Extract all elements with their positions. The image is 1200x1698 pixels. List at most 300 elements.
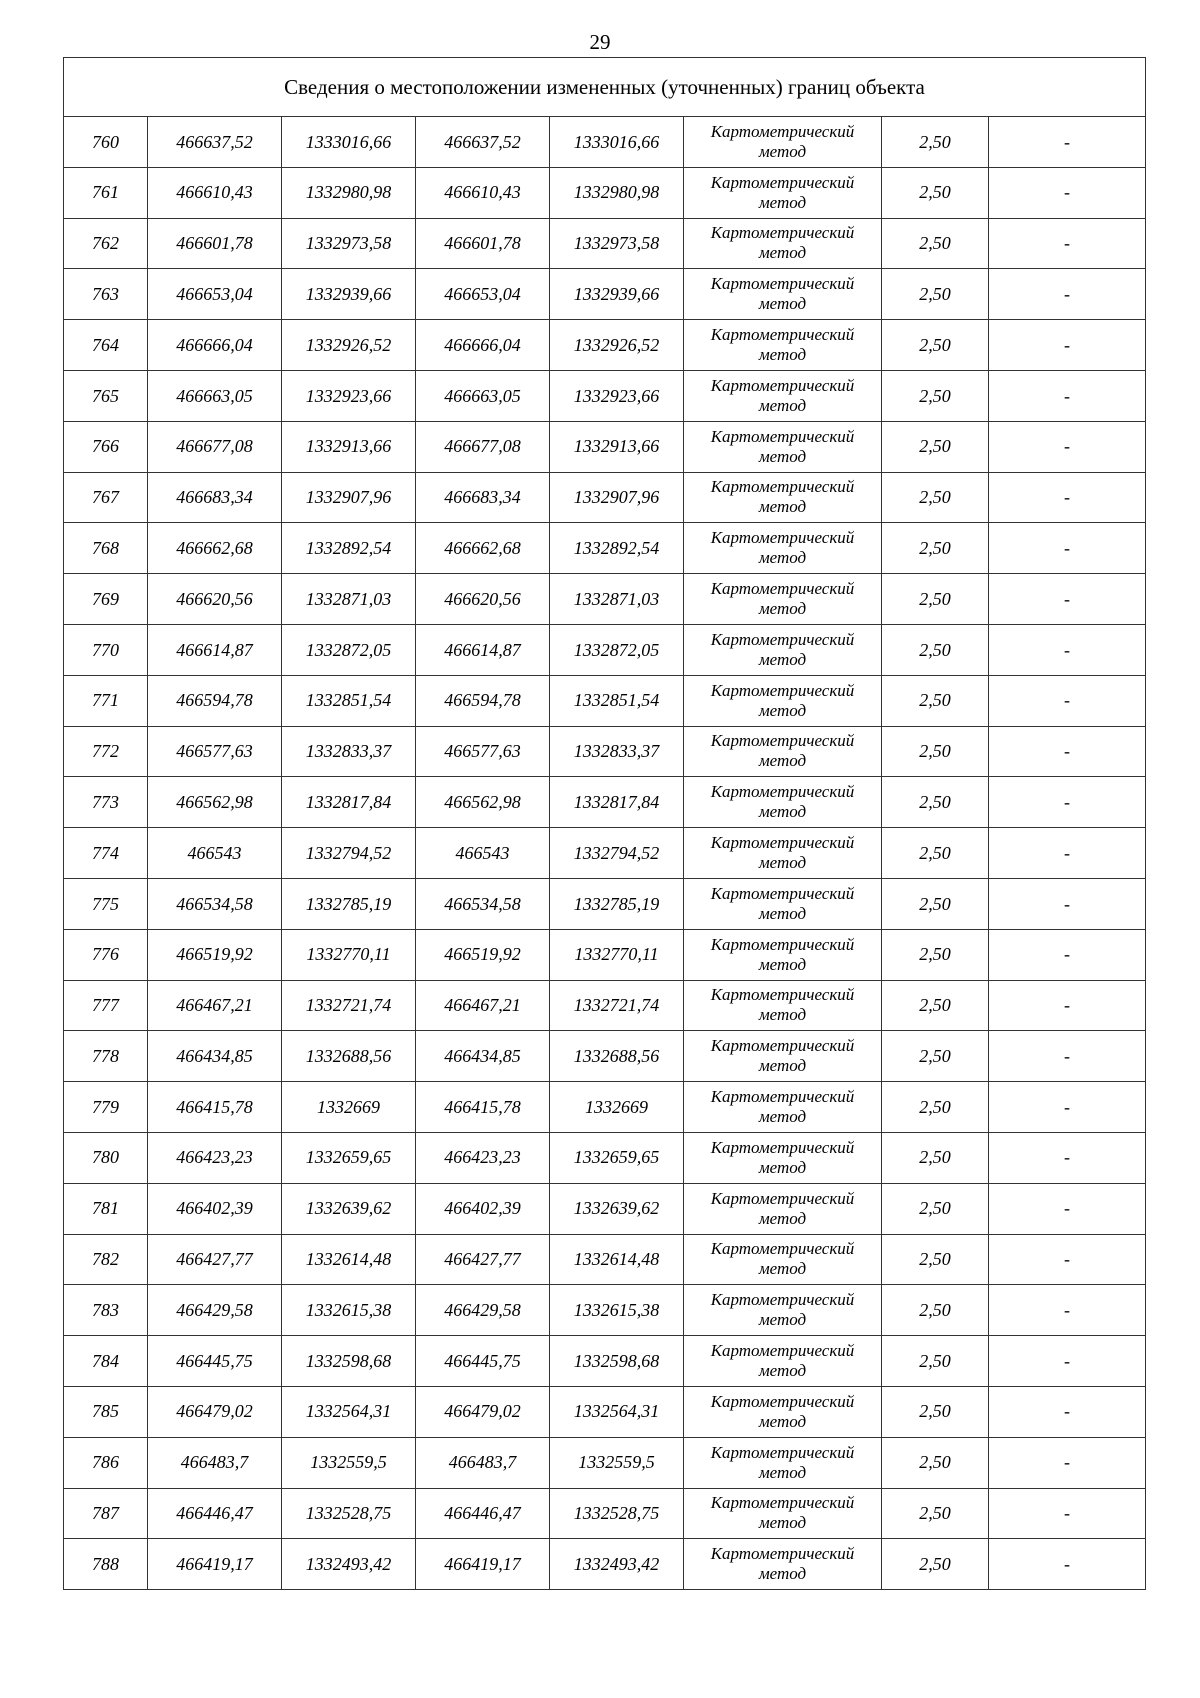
existing-y-cell: 1332871,03 bbox=[282, 574, 416, 625]
existing-x-cell: 466562,98 bbox=[148, 777, 282, 828]
method-cell bbox=[684, 421, 882, 472]
method-cell bbox=[684, 1234, 882, 1285]
refined-y-cell: 1332926,52 bbox=[550, 320, 684, 371]
method-line-2: метод bbox=[758, 802, 807, 822]
refined-y-cell: 1332871,03 bbox=[550, 574, 684, 625]
refined-y-cell: 1332817,84 bbox=[550, 777, 684, 828]
accuracy-cell: 2,50 bbox=[882, 1386, 989, 1437]
method-line-1: Картометрический bbox=[710, 1036, 855, 1056]
existing-y-cell: 1332669 bbox=[282, 1082, 416, 1133]
existing-x-cell: 466662,68 bbox=[148, 523, 282, 574]
method-cell bbox=[684, 1285, 882, 1336]
method-line-2: метод bbox=[758, 903, 807, 923]
method-cell bbox=[684, 269, 882, 320]
method-line-2: метод bbox=[758, 446, 807, 466]
existing-y-cell: 1332913,66 bbox=[282, 421, 416, 472]
accuracy-cell: 2,50 bbox=[882, 574, 989, 625]
method-line-1: Картометрический bbox=[710, 833, 855, 852]
existing-x-cell: 466610,43 bbox=[148, 167, 282, 218]
accuracy-cell: 2,50 bbox=[882, 980, 989, 1031]
existing-x-cell: 466620,56 bbox=[148, 574, 282, 625]
note-cell: - bbox=[989, 1285, 1146, 1336]
table-row bbox=[64, 1386, 1146, 1437]
method-line-1: Картометрический bbox=[710, 375, 855, 395]
accuracy-cell: 2,50 bbox=[882, 1488, 989, 1539]
refined-y-cell: 1332659,65 bbox=[550, 1132, 684, 1183]
existing-x-cell: 466653,04 bbox=[148, 269, 282, 320]
note-cell: - bbox=[989, 1132, 1146, 1183]
method-line-2: метод bbox=[758, 599, 807, 619]
existing-y-cell: 1332939,66 bbox=[282, 269, 416, 320]
method-cell bbox=[684, 1031, 882, 1082]
table-row bbox=[64, 320, 1146, 371]
existing-x-cell: 466614,87 bbox=[148, 624, 282, 675]
existing-x-cell: 466402,39 bbox=[148, 1183, 282, 1234]
existing-y-cell: 1332872,05 bbox=[282, 624, 416, 675]
existing-y-cell: 1332659,65 bbox=[282, 1132, 416, 1183]
table-row bbox=[64, 828, 1146, 879]
point-number-cell: 783 bbox=[64, 1285, 148, 1336]
note-cell: - bbox=[989, 1183, 1146, 1234]
refined-y-cell: 1332559,5 bbox=[550, 1437, 684, 1488]
method-line-1: Картометрический bbox=[710, 680, 855, 700]
method-cell bbox=[684, 218, 882, 269]
method-line-1: Картометрический bbox=[710, 1239, 855, 1259]
refined-y-cell: 1332598,68 bbox=[550, 1336, 684, 1387]
existing-x-cell: 466483,7 bbox=[148, 1437, 282, 1488]
point-number-cell: 773 bbox=[64, 777, 148, 828]
point-number-cell: 778 bbox=[64, 1031, 148, 1082]
existing-y-cell: 1332980,98 bbox=[282, 167, 416, 218]
table-row bbox=[64, 929, 1146, 980]
refined-x-cell: 466666,04 bbox=[416, 320, 550, 371]
existing-x-cell: 466446,47 bbox=[148, 1488, 282, 1539]
existing-x-cell: 466479,02 bbox=[148, 1386, 282, 1437]
boundary-coordinates-table bbox=[63, 57, 1146, 1590]
table-row bbox=[64, 1285, 1146, 1336]
refined-y-cell: 1332528,75 bbox=[550, 1488, 684, 1539]
point-number-cell: 788 bbox=[64, 1539, 148, 1590]
accuracy-cell: 2,50 bbox=[882, 1132, 989, 1183]
method-cell bbox=[684, 878, 882, 929]
table-row bbox=[64, 1437, 1146, 1488]
existing-y-cell: 1332493,42 bbox=[282, 1539, 416, 1590]
table-row bbox=[64, 1336, 1146, 1387]
method-line-1: Картометрический bbox=[710, 223, 855, 243]
refined-y-cell: 1332973,58 bbox=[550, 218, 684, 269]
existing-y-cell: 1332817,84 bbox=[282, 777, 416, 828]
method-cell bbox=[684, 777, 882, 828]
method-line-1: Картометрический bbox=[710, 731, 855, 751]
point-number-cell: 768 bbox=[64, 523, 148, 574]
accuracy-cell: 2,50 bbox=[882, 421, 989, 472]
existing-y-cell: 1332926,52 bbox=[282, 320, 416, 371]
refined-x-cell: 466467,21 bbox=[416, 980, 550, 1031]
method-line-1: Картометрический bbox=[710, 1086, 855, 1106]
point-number-cell: 777 bbox=[64, 980, 148, 1031]
refined-y-cell: 1332614,48 bbox=[550, 1234, 684, 1285]
method-line-1: Картометрический bbox=[710, 1188, 855, 1208]
note-cell: - bbox=[989, 421, 1146, 472]
existing-y-cell: 1332892,54 bbox=[282, 523, 416, 574]
method-line-2: метод bbox=[758, 1056, 807, 1076]
method-cell bbox=[684, 675, 882, 726]
table-row bbox=[64, 574, 1146, 625]
note-cell: - bbox=[989, 878, 1146, 929]
refined-y-cell: 1332615,38 bbox=[550, 1285, 684, 1336]
accuracy-cell: 2,50 bbox=[882, 370, 989, 421]
accuracy-cell: 2,50 bbox=[882, 1031, 989, 1082]
refined-x-cell: 466683,34 bbox=[416, 472, 550, 523]
refined-y-cell: 1332770,11 bbox=[550, 929, 684, 980]
method-cell bbox=[684, 929, 882, 980]
refined-y-cell: 1332923,66 bbox=[550, 370, 684, 421]
note-cell: - bbox=[989, 167, 1146, 218]
table-row bbox=[64, 1183, 1146, 1234]
method-line-1: Картометрический bbox=[710, 325, 855, 345]
method-line-1: Картометрический bbox=[710, 1290, 855, 1310]
refined-y-cell: 1332907,96 bbox=[550, 472, 684, 523]
table-row bbox=[64, 218, 1146, 269]
note-cell: - bbox=[989, 269, 1146, 320]
refined-x-cell: 466637,52 bbox=[416, 117, 550, 168]
refined-x-cell: 466419,17 bbox=[416, 1539, 550, 1590]
method-line-1: Картометрический bbox=[710, 1544, 855, 1564]
method-line-2: метод bbox=[758, 192, 807, 212]
method-cell bbox=[684, 523, 882, 574]
method-line-1: Картометрический bbox=[710, 1493, 855, 1513]
refined-y-cell: 1332639,62 bbox=[550, 1183, 684, 1234]
point-number-cell: 760 bbox=[64, 117, 148, 168]
accuracy-cell: 2,50 bbox=[882, 1183, 989, 1234]
method-line-2: метод bbox=[758, 954, 807, 974]
point-number-cell: 786 bbox=[64, 1437, 148, 1488]
method-line-2: метод bbox=[758, 1107, 807, 1127]
existing-y-cell: 1332973,58 bbox=[282, 218, 416, 269]
note-cell: - bbox=[989, 117, 1146, 168]
existing-y-cell: 1332639,62 bbox=[282, 1183, 416, 1234]
table-row bbox=[64, 1234, 1146, 1285]
note-cell: - bbox=[989, 828, 1146, 879]
existing-y-cell: 1332851,54 bbox=[282, 675, 416, 726]
existing-y-cell: 1332559,5 bbox=[282, 1437, 416, 1488]
method-cell bbox=[684, 167, 882, 218]
method-line-2: метод bbox=[758, 345, 807, 365]
existing-y-cell: 1332923,66 bbox=[282, 370, 416, 421]
point-number-cell: 781 bbox=[64, 1183, 148, 1234]
table-body bbox=[64, 58, 1146, 1590]
refined-x-cell: 466662,68 bbox=[416, 523, 550, 574]
table-row bbox=[64, 1082, 1146, 1133]
existing-y-cell: 1332688,56 bbox=[282, 1031, 416, 1082]
accuracy-cell: 2,50 bbox=[882, 523, 989, 574]
method-line-1: Картометрический bbox=[710, 121, 855, 141]
point-number-cell: 772 bbox=[64, 726, 148, 777]
existing-y-cell: 1332907,96 bbox=[282, 472, 416, 523]
point-number-cell: 762 bbox=[64, 218, 148, 269]
note-cell: - bbox=[989, 1031, 1146, 1082]
method-line-1: Картометрический bbox=[710, 1137, 855, 1157]
refined-x-cell: 466479,02 bbox=[416, 1386, 550, 1437]
refined-y-cell: 1332721,74 bbox=[550, 980, 684, 1031]
table-row bbox=[64, 624, 1146, 675]
refined-x-cell: 466446,47 bbox=[416, 1488, 550, 1539]
method-line-2: метод bbox=[758, 243, 807, 263]
accuracy-cell: 2,50 bbox=[882, 472, 989, 523]
refined-x-cell: 466577,63 bbox=[416, 726, 550, 777]
accuracy-cell: 2,50 bbox=[882, 624, 989, 675]
point-number-cell: 767 bbox=[64, 472, 148, 523]
existing-x-cell: 466677,08 bbox=[148, 421, 282, 472]
note-cell: - bbox=[989, 1437, 1146, 1488]
existing-y-cell: 1332614,48 bbox=[282, 1234, 416, 1285]
table-row bbox=[64, 726, 1146, 777]
refined-x-cell: 466434,85 bbox=[416, 1031, 550, 1082]
point-number-cell: 769 bbox=[64, 574, 148, 625]
method-line-2: метод bbox=[758, 1513, 807, 1533]
note-cell: - bbox=[989, 980, 1146, 1031]
existing-x-cell: 466683,34 bbox=[148, 472, 282, 523]
accuracy-cell: 2,50 bbox=[882, 269, 989, 320]
refined-y-cell: 1332493,42 bbox=[550, 1539, 684, 1590]
table-row bbox=[64, 1031, 1146, 1082]
point-number-cell: 766 bbox=[64, 421, 148, 472]
table-row bbox=[64, 269, 1146, 320]
table-row bbox=[64, 523, 1146, 574]
method-line-2: метод bbox=[758, 1564, 807, 1584]
point-number-cell: 785 bbox=[64, 1386, 148, 1437]
accuracy-cell: 2,50 bbox=[882, 726, 989, 777]
refined-x-cell: 466402,39 bbox=[416, 1183, 550, 1234]
existing-x-cell: 466543 bbox=[148, 828, 282, 879]
method-line-1: Картометрический bbox=[710, 528, 855, 548]
accuracy-cell: 2,50 bbox=[882, 1082, 989, 1133]
method-line-2: метод bbox=[758, 1208, 807, 1228]
table-row bbox=[64, 1539, 1146, 1590]
accuracy-cell: 2,50 bbox=[882, 1539, 989, 1590]
refined-x-cell: 466562,98 bbox=[416, 777, 550, 828]
point-number-cell: 787 bbox=[64, 1488, 148, 1539]
method-line-1: Картометрический bbox=[710, 172, 855, 192]
existing-x-cell: 466445,75 bbox=[148, 1336, 282, 1387]
refined-x-cell: 466543 bbox=[416, 828, 550, 879]
table-row bbox=[64, 777, 1146, 828]
accuracy-cell: 2,50 bbox=[882, 828, 989, 879]
method-line-1: Картометрический bbox=[710, 274, 855, 294]
note-cell: - bbox=[989, 1082, 1146, 1133]
existing-y-cell: 1332615,38 bbox=[282, 1285, 416, 1336]
refined-x-cell: 466483,7 bbox=[416, 1437, 550, 1488]
refined-x-cell: 466429,58 bbox=[416, 1285, 550, 1336]
point-number-cell: 775 bbox=[64, 878, 148, 929]
method-line-2: метод bbox=[758, 395, 807, 415]
existing-y-cell: 1332770,11 bbox=[282, 929, 416, 980]
existing-x-cell: 466467,21 bbox=[148, 980, 282, 1031]
existing-y-cell: 1332598,68 bbox=[282, 1336, 416, 1387]
note-cell: - bbox=[989, 523, 1146, 574]
refined-y-cell: 1332851,54 bbox=[550, 675, 684, 726]
accuracy-cell: 2,50 bbox=[882, 1285, 989, 1336]
table-title: Сведения о местоположении измененных (уточненных) границ объекта bbox=[64, 58, 1146, 117]
point-number-cell: 764 bbox=[64, 320, 148, 371]
refined-x-cell: 466601,78 bbox=[416, 218, 550, 269]
note-cell: - bbox=[989, 1386, 1146, 1437]
note-cell: - bbox=[989, 574, 1146, 625]
method-line-2: метод bbox=[758, 1361, 807, 1381]
method-line-1: Картометрический bbox=[710, 782, 855, 802]
method-line-2: метод bbox=[758, 1310, 807, 1330]
method-cell bbox=[684, 1539, 882, 1590]
refined-x-cell: 466427,77 bbox=[416, 1234, 550, 1285]
method-line-1: Картометрический bbox=[710, 426, 855, 446]
page-number: 29 bbox=[589, 30, 611, 54]
table-row bbox=[64, 472, 1146, 523]
refined-x-cell: 466423,23 bbox=[416, 1132, 550, 1183]
table-row bbox=[64, 167, 1146, 218]
note-cell: - bbox=[989, 370, 1146, 421]
method-cell bbox=[684, 1488, 882, 1539]
method-cell bbox=[684, 1437, 882, 1488]
point-number-cell: 763 bbox=[64, 269, 148, 320]
accuracy-cell: 2,50 bbox=[882, 675, 989, 726]
method-cell bbox=[684, 370, 882, 421]
refined-y-cell: 1332872,05 bbox=[550, 624, 684, 675]
method-line-2: метод bbox=[758, 1411, 807, 1431]
existing-y-cell: 1332794,52 bbox=[282, 828, 416, 879]
refined-y-cell: 1332939,66 bbox=[550, 269, 684, 320]
refined-y-cell: 1332564,31 bbox=[550, 1386, 684, 1437]
accuracy-cell: 2,50 bbox=[882, 777, 989, 828]
existing-y-cell: 1332721,74 bbox=[282, 980, 416, 1031]
refined-y-cell: 1333016,66 bbox=[550, 117, 684, 168]
method-line-1: Картометрический bbox=[710, 477, 855, 497]
existing-x-cell: 466577,63 bbox=[148, 726, 282, 777]
accuracy-cell: 2,50 bbox=[882, 167, 989, 218]
refined-y-cell: 1332688,56 bbox=[550, 1031, 684, 1082]
note-cell: - bbox=[989, 777, 1146, 828]
note-cell: - bbox=[989, 675, 1146, 726]
method-line-2: метод bbox=[758, 853, 807, 873]
refined-y-cell: 1332913,66 bbox=[550, 421, 684, 472]
method-line-1: Картометрический bbox=[710, 934, 855, 954]
table-row bbox=[64, 370, 1146, 421]
note-cell: - bbox=[989, 1488, 1146, 1539]
existing-x-cell: 466534,58 bbox=[148, 878, 282, 929]
existing-x-cell: 466415,78 bbox=[148, 1082, 282, 1133]
table-title-row bbox=[64, 58, 1146, 117]
method-cell bbox=[684, 828, 882, 879]
existing-y-cell: 1332528,75 bbox=[282, 1488, 416, 1539]
accuracy-cell: 2,50 bbox=[882, 1234, 989, 1285]
refined-x-cell: 466445,75 bbox=[416, 1336, 550, 1387]
refined-y-cell: 1332669 bbox=[550, 1082, 684, 1133]
note-cell: - bbox=[989, 624, 1146, 675]
note-cell: - bbox=[989, 1336, 1146, 1387]
existing-y-cell: 1332785,19 bbox=[282, 878, 416, 929]
method-line-2: метод bbox=[758, 141, 807, 161]
note-cell: - bbox=[989, 1234, 1146, 1285]
method-cell bbox=[684, 320, 882, 371]
refined-x-cell: 466663,05 bbox=[416, 370, 550, 421]
accuracy-cell: 2,50 bbox=[882, 1437, 989, 1488]
method-line-1: Картометрический bbox=[710, 1391, 855, 1411]
method-line-2: метод bbox=[758, 700, 807, 720]
method-cell bbox=[684, 624, 882, 675]
existing-x-cell: 466519,92 bbox=[148, 929, 282, 980]
method-cell bbox=[684, 117, 882, 168]
refined-x-cell: 466653,04 bbox=[416, 269, 550, 320]
existing-x-cell: 466601,78 bbox=[148, 218, 282, 269]
note-cell: - bbox=[989, 726, 1146, 777]
point-number-cell: 774 bbox=[64, 828, 148, 879]
method-line-2: метод bbox=[758, 1462, 807, 1482]
accuracy-cell: 2,50 bbox=[882, 320, 989, 371]
refined-y-cell: 1332794,52 bbox=[550, 828, 684, 879]
existing-y-cell: 1332833,37 bbox=[282, 726, 416, 777]
refined-x-cell: 466610,43 bbox=[416, 167, 550, 218]
method-line-2: метод bbox=[758, 751, 807, 771]
method-line-1: Картометрический bbox=[710, 883, 855, 903]
refined-y-cell: 1332892,54 bbox=[550, 523, 684, 574]
method-line-2: метод bbox=[758, 1259, 807, 1279]
accuracy-cell: 2,50 bbox=[882, 117, 989, 168]
table-row bbox=[64, 421, 1146, 472]
point-number-cell: 770 bbox=[64, 624, 148, 675]
accuracy-cell: 2,50 bbox=[882, 929, 989, 980]
accuracy-cell: 2,50 bbox=[882, 878, 989, 929]
existing-x-cell: 466429,58 bbox=[148, 1285, 282, 1336]
method-cell bbox=[684, 980, 882, 1031]
existing-x-cell: 466427,77 bbox=[148, 1234, 282, 1285]
existing-x-cell: 466663,05 bbox=[148, 370, 282, 421]
method-cell bbox=[684, 1082, 882, 1133]
accuracy-cell: 2,50 bbox=[882, 1336, 989, 1387]
point-number-cell: 782 bbox=[64, 1234, 148, 1285]
refined-x-cell: 466677,08 bbox=[416, 421, 550, 472]
point-number-cell: 780 bbox=[64, 1132, 148, 1183]
method-line-1: Картометрический bbox=[710, 985, 855, 1005]
table-row bbox=[64, 980, 1146, 1031]
method-cell bbox=[684, 726, 882, 777]
method-cell bbox=[684, 1132, 882, 1183]
point-number-cell: 771 bbox=[64, 675, 148, 726]
table-row bbox=[64, 1488, 1146, 1539]
method-line-2: метод bbox=[758, 497, 807, 517]
point-number-cell: 776 bbox=[64, 929, 148, 980]
existing-x-cell: 466423,23 bbox=[148, 1132, 282, 1183]
method-line-1: Картометрический bbox=[710, 629, 855, 649]
point-number-cell: 761 bbox=[64, 167, 148, 218]
method-cell bbox=[684, 574, 882, 625]
point-number-cell: 765 bbox=[64, 370, 148, 421]
method-line-2: метод bbox=[758, 649, 807, 669]
method-cell bbox=[684, 1183, 882, 1234]
refined-x-cell: 466620,56 bbox=[416, 574, 550, 625]
accuracy-cell: 2,50 bbox=[882, 218, 989, 269]
point-number-cell: 784 bbox=[64, 1336, 148, 1387]
method-line-1: Картометрический bbox=[710, 1340, 855, 1360]
refined-x-cell: 466534,58 bbox=[416, 878, 550, 929]
existing-x-cell: 466594,78 bbox=[148, 675, 282, 726]
method-line-2: метод bbox=[758, 294, 807, 314]
table-row bbox=[64, 675, 1146, 726]
method-cell bbox=[684, 1386, 882, 1437]
existing-y-cell: 1332564,31 bbox=[282, 1386, 416, 1437]
refined-x-cell: 466614,87 bbox=[416, 624, 550, 675]
refined-y-cell: 1332785,19 bbox=[550, 878, 684, 929]
method-line-2: метод bbox=[758, 548, 807, 568]
existing-x-cell: 466637,52 bbox=[148, 117, 282, 168]
